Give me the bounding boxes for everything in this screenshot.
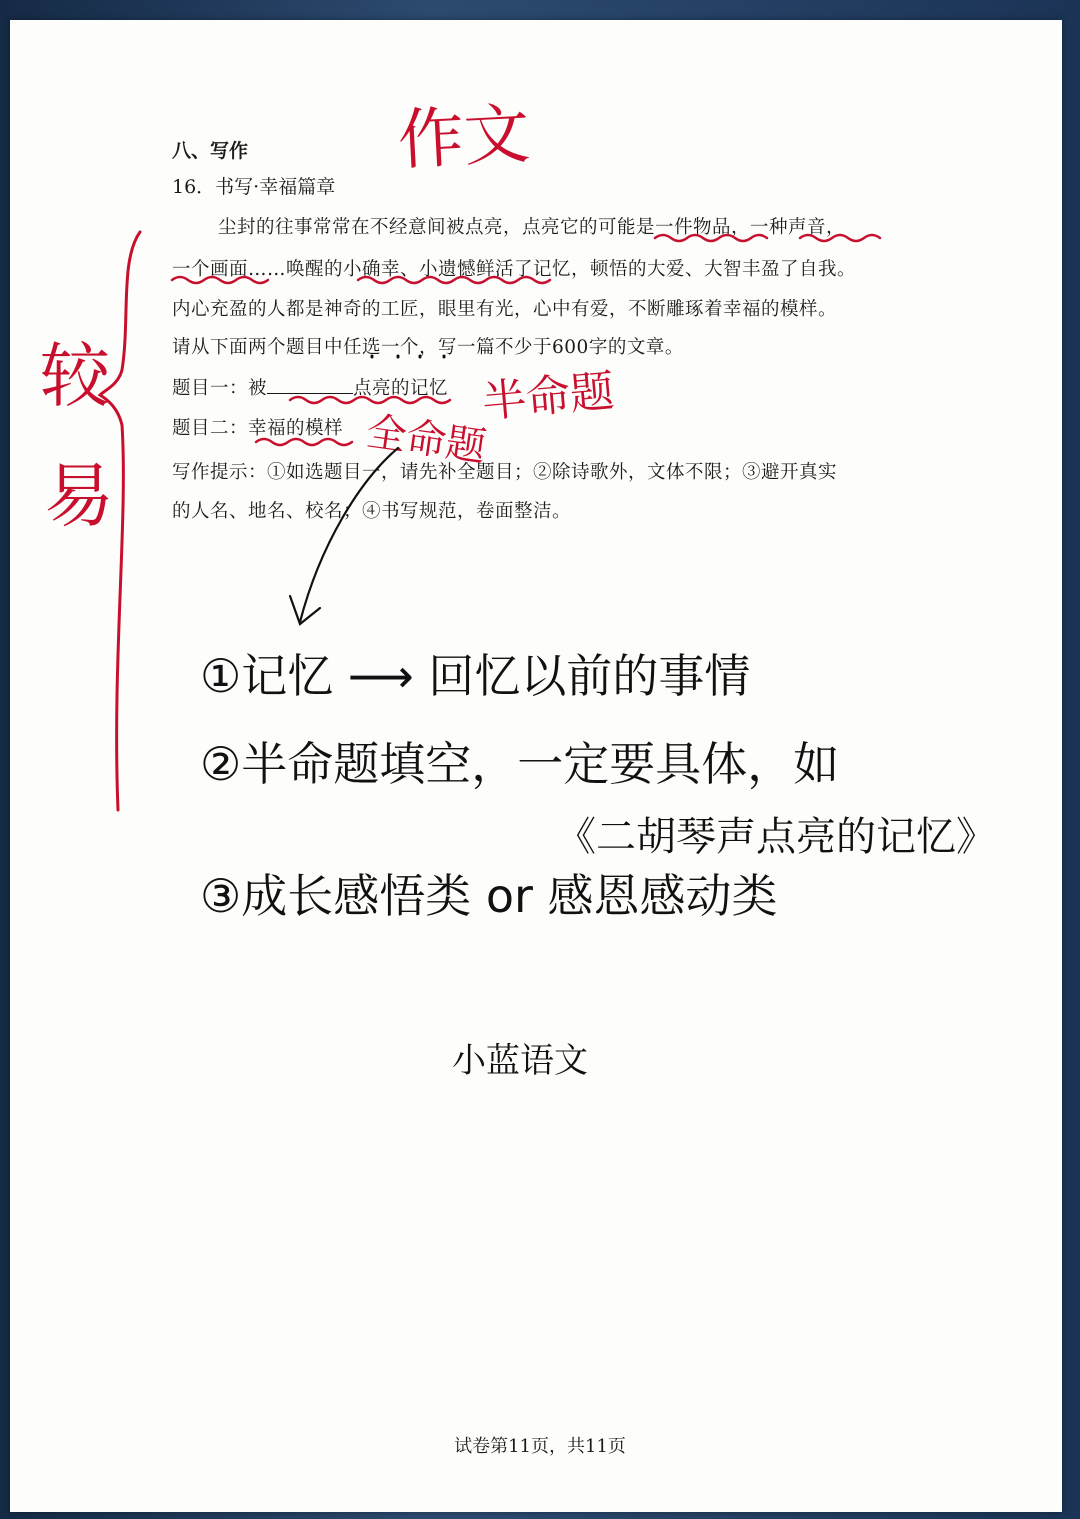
topic-two: 题目二：幸福的模样 [172,418,344,439]
topic-one-prefix: 题目一：被 [172,378,268,399]
section-heading: 八、写作 [172,140,249,162]
handnote-3: ③成长感悟类 or 感恩感动类 [200,869,778,923]
handnote-1: ①记忆 ⟶ 回忆以前的事情 [200,649,751,703]
handnote-2-example: 《二胡琴声点亮的记忆》 [556,814,996,860]
title-note: 作文 [395,95,532,180]
wavy-underline-small-joys [358,277,550,283]
topic-one-suffix: 点亮的记忆 [353,378,449,399]
dot-marks [372,356,444,357]
prompt-line-2: 一个画面……唤醒的小确幸、小遗憾鲜活了记忆，顿悟的大爱、大智丰盈了自我。 [172,259,857,280]
arrow-line [300,448,398,622]
signature: 小蓝语文 [452,1041,588,1081]
prompt-line-3: 内心充盈的人都是神奇的工匠，眼里有光，心中有爱，不断雕琢着幸福的模样。 [172,299,838,320]
page-footer: 试卷第11页，共11页 [454,1436,626,1457]
prompt-line-1: 尘封的往事常常在不经意间被点亮，点亮它的可能是一件物品，一种声音， [218,217,846,238]
arrow-head [290,596,320,624]
full-proposition-note: 全命题 [363,408,489,471]
wavy-underline-topic1 [290,397,450,403]
wavy-underline-objects [655,235,767,241]
wavy-underline-sound [800,235,880,241]
half-proposition-note: 半命题 [480,365,617,428]
side-note-char-2: 易 [44,455,114,537]
handnote-2: ②半命题填空，一定要具体，如 [200,737,840,791]
hint-line-1: 写作提示：①如选题目一，请先补全题目；②除诗歌外，文体不限；③避开真实 [172,462,838,483]
hint-line-2: 的人名、地名、校名；④书写规范，卷面整洁。 [172,501,572,522]
wavy-underline-picture [172,277,268,283]
question-title: 16．书写·幸福篇章 [172,176,336,198]
prompt-line-4: 请从下面两个题目中任选一个，写一篇不少于600字的文章。 [172,337,684,358]
wavy-underline-topic2 [256,439,352,445]
side-note-char-1: 较 [40,335,110,417]
